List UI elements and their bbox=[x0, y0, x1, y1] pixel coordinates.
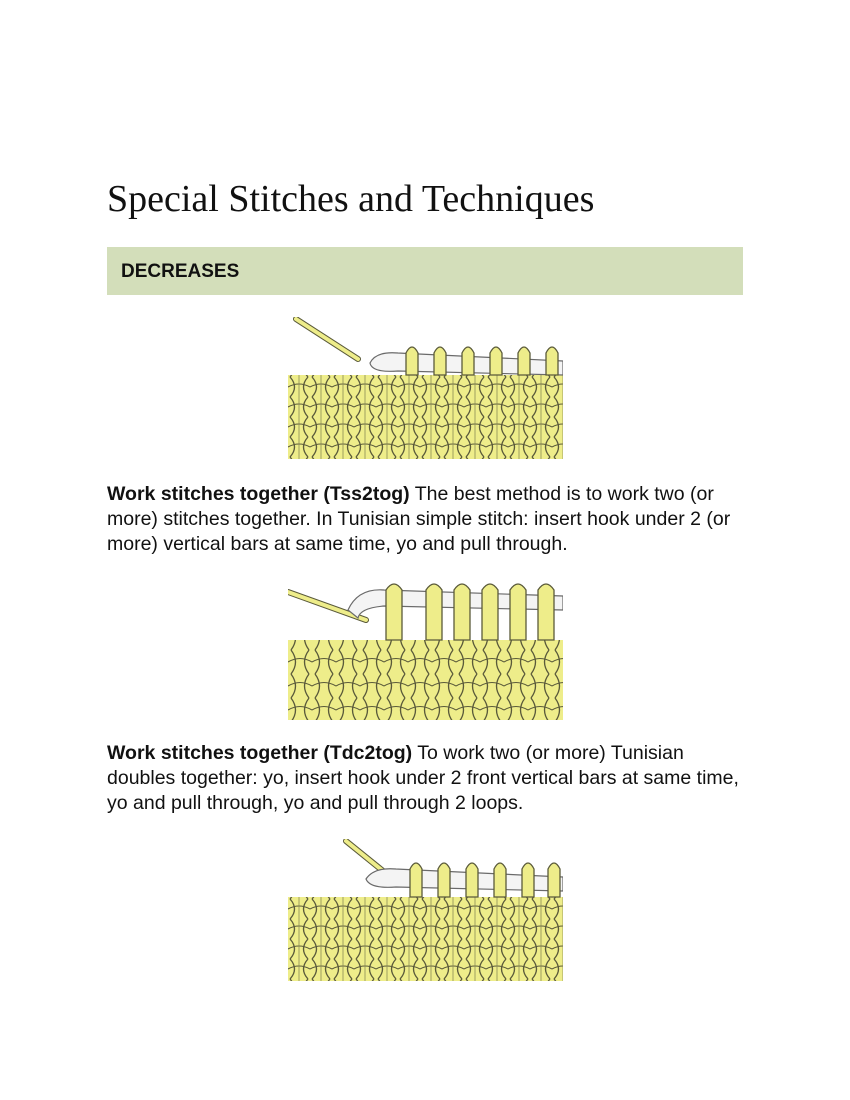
stitch-description-tdc2tog bbox=[107, 741, 747, 816]
tunisian-stitch-fabric-icon bbox=[288, 839, 563, 981]
section-label: DECREASES bbox=[121, 261, 240, 282]
section-header-decreases bbox=[107, 247, 743, 295]
tunisian-double-stitch-decrease-icon bbox=[288, 578, 563, 720]
tunisian-simple-stitch-decrease-icon bbox=[288, 317, 563, 459]
page-title: Special Stitches and Techniques bbox=[107, 178, 595, 220]
stitch-name: Work stitches together (Tdc2tog) bbox=[107, 742, 413, 764]
stitch-text: The best method is to work two (or more) stitches together. In Tunisian simple stitch: insert hook under 2 (or more) vertical bars at same time, yo and pull through. bbox=[107, 483, 731, 555]
stitch-description-tss2tog bbox=[107, 482, 747, 557]
stitch-name: Work stitches together (Tss2tog) bbox=[107, 483, 410, 505]
stitch-text: To work two (or more) Tunisian doubles together: yo, insert hook under 2 front vertical bars at same time, yo and pull through, yo and pull through 2 loops. bbox=[107, 742, 739, 814]
